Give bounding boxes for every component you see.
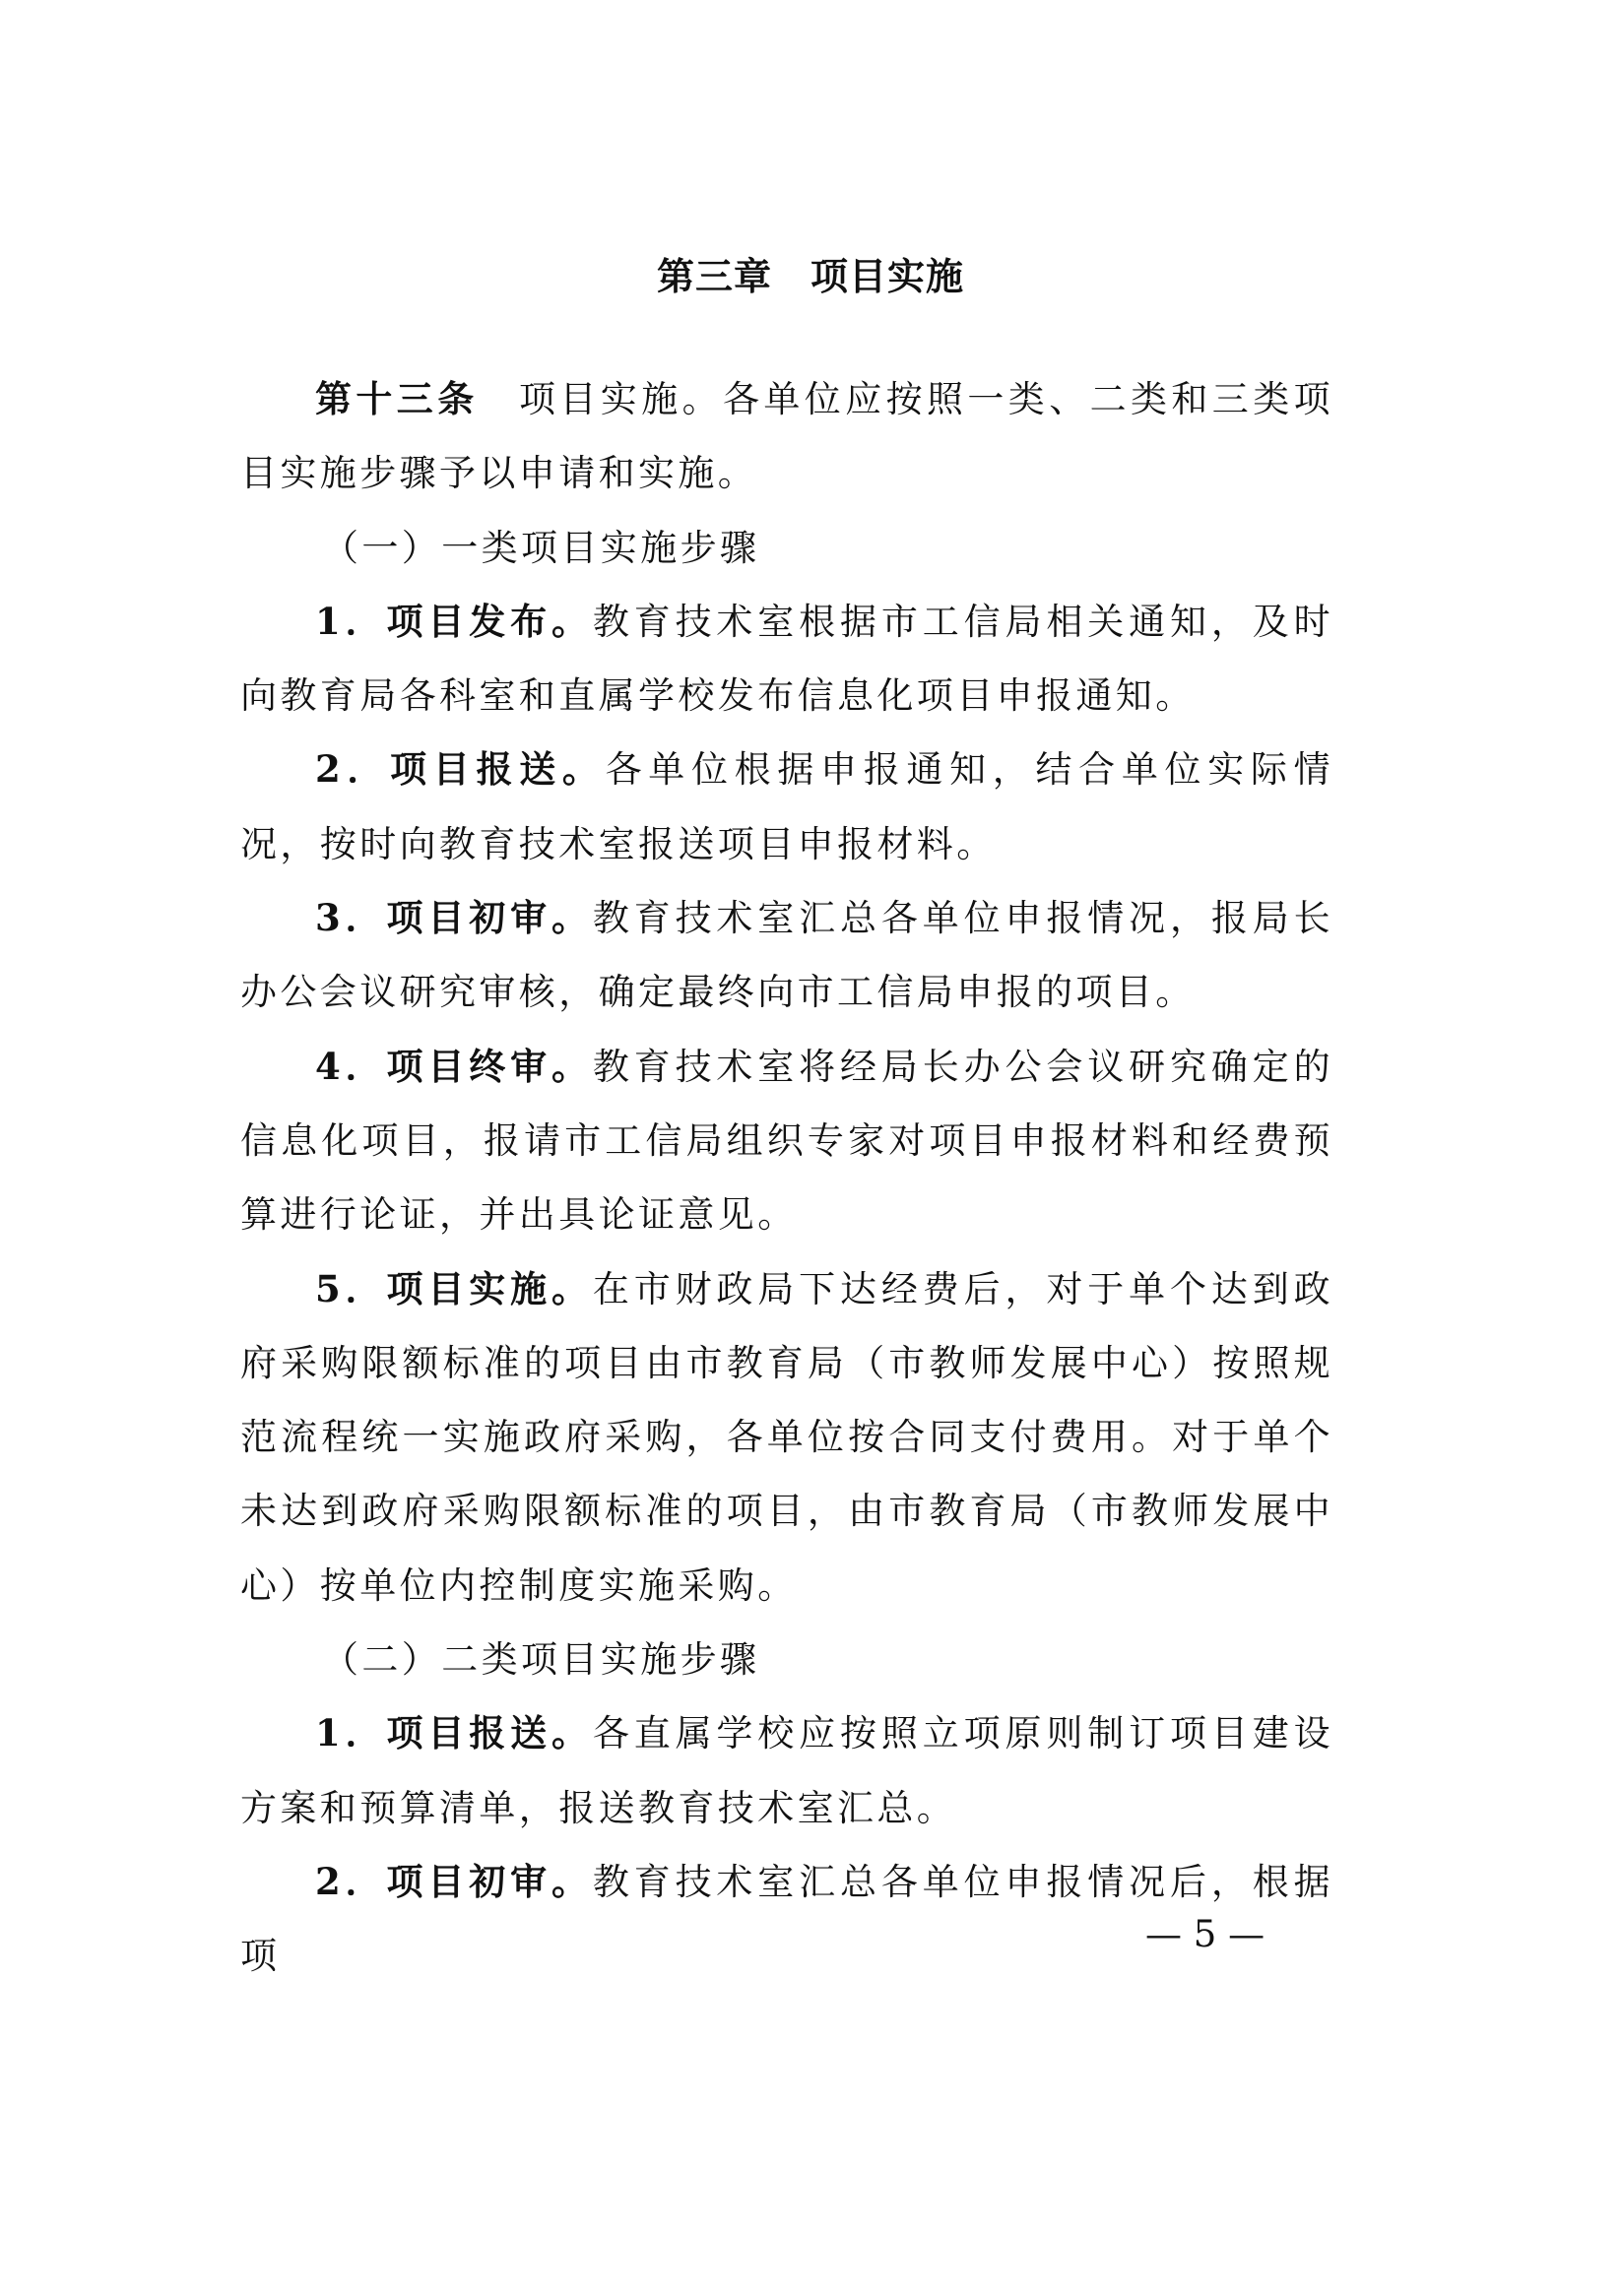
paragraph-text: 教育技术室汇总各单位申报情况，报局长办公会议研究审核，确定最终向市工信局申报的项目。	[240, 897, 1333, 1014]
step-paragraph	[240, 1696, 1333, 1845]
step-paragraph	[240, 1252, 1333, 1623]
step-paragraph	[240, 881, 1333, 1030]
step-label: 1．项目报送。	[315, 1711, 593, 1755]
article-13-paragraph	[240, 362, 1333, 511]
paragraph-text: 项目实施。各单位应按照一类、二类和三类项目实施步骤予以申请和实施。	[240, 378, 1333, 495]
paragraph-text: 教育技术室汇总各单位申报情况后，根据项	[240, 1860, 1333, 1978]
paragraph-text: 在市财政局下达经费后，对于单个达到政府采购限额标准的项目由市教育局（市教师发展中心）按照规范流程统一实施政府采购，各单位按合同支付费用。对于单个未达到政府采购限额标准的项目，由市教育局（市教师发展中心）按单位内控制度实施采购。	[240, 1267, 1333, 1607]
paragraph-text: 各直属学校应按照立项原则制订项目建设方案和预算清单，报送教育技术室汇总。	[240, 1712, 1333, 1829]
step-paragraph	[240, 585, 1333, 733]
chapter-title: 第三章 项目实施	[656, 255, 964, 298]
section-heading-category-one	[240, 511, 1333, 585]
paragraph-text: 教育技术室根据市工信局相关通知，及时向教育局各科室和直属学校发布信息化项目申报通知。	[240, 600, 1333, 718]
step-label: 2．项目初审。	[315, 1859, 593, 1903]
step-label: 5．项目实施。	[315, 1266, 593, 1310]
body-text	[240, 362, 1333, 1994]
step-label: 2．项目报送。	[315, 747, 606, 792]
paragraph-text: 各单位根据申报通知，结合单位实际情况，按时向教育技术室报送项目申报材料。	[240, 748, 1333, 865]
page-number: — 5 —	[1145, 1913, 1265, 1955]
step-label: 1．项目发布。	[315, 599, 593, 643]
section-heading-text: （一）一类项目实施步骤	[322, 526, 760, 569]
section-heading-category-two	[240, 1623, 1333, 1696]
section-heading-text: （二）二类项目实施步骤	[322, 1638, 760, 1682]
step-paragraph	[240, 1030, 1333, 1252]
step-label: 3．项目初审。	[315, 896, 593, 940]
step-label: 4．项目终审。	[315, 1044, 593, 1088]
step-paragraph	[240, 733, 1333, 881]
paragraph-text: 教育技术室将经局长办公会议研究确定的信息化项目，报请市工信局组织专家对项目申报材料和经费预算进行论证，并出具论证意见。	[240, 1045, 1333, 1237]
article-13-label: 第十三条	[315, 377, 479, 420]
